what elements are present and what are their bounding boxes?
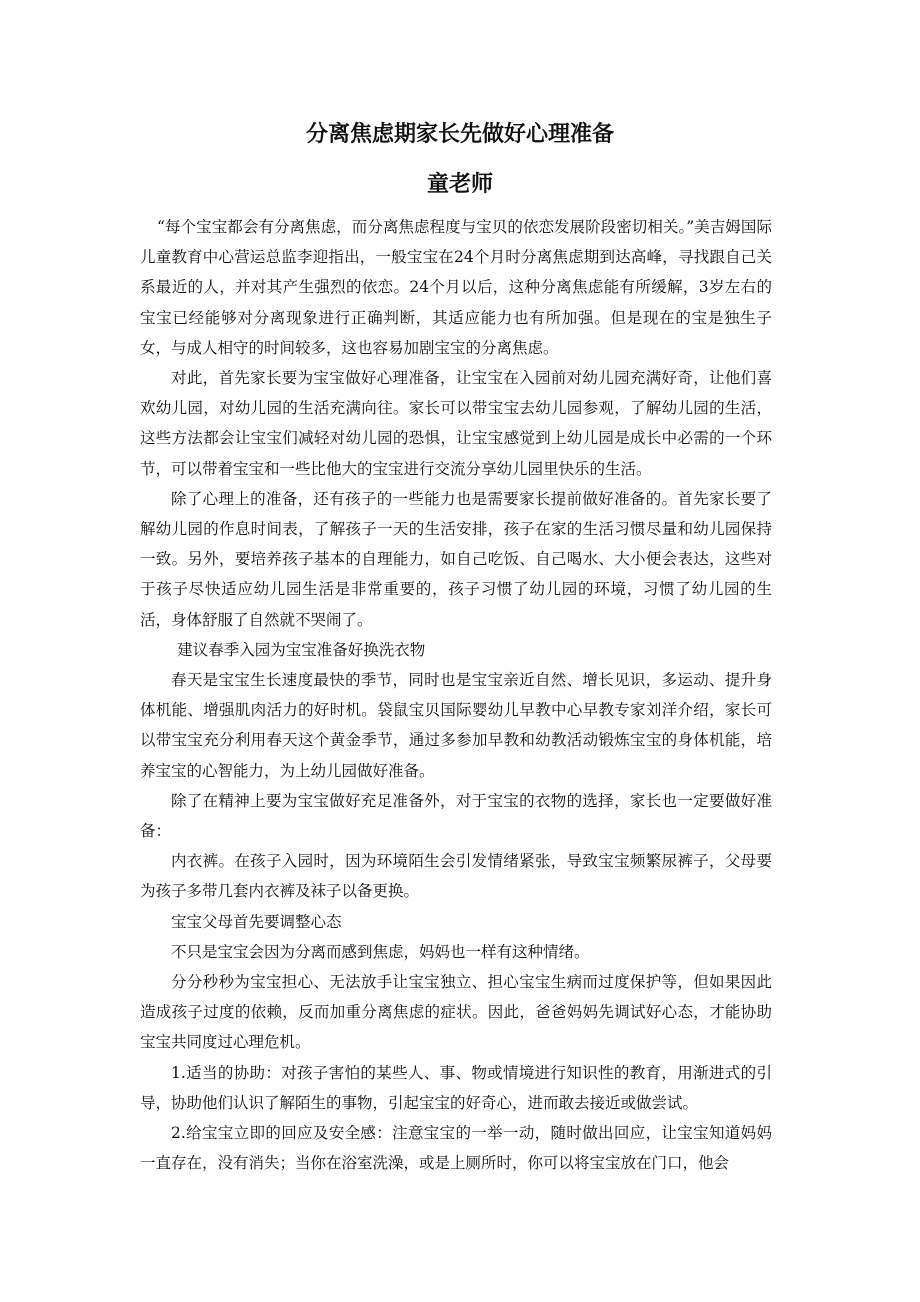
document-title: 分离焦虑期家长先做好心理准备: [305, 122, 614, 147]
section-heading-parents: 宝宝父母首先要调整心态: [171, 912, 342, 931]
document-body: [140, 212, 772, 1179]
document-author: 童老师: [426, 172, 493, 197]
paragraph-clothing-prep: 除了在精神上要为宝宝做好充足准备外，对于宝宝的衣物的选择，家长也一定要做好准备：: [140, 791, 772, 841]
paragraph-intro: “每个宝宝都会有分离焦虑，而分离焦虑程度与宝贝的依恋发展阶段密切相关。”美吉姆国际儿童教育中心营运总监李迎指出，一般宝宝在24个月时分离焦虑期到达高峰，寻找跟自己关系最近的人，并对其产生强烈的依恋。24个月以后，这种分离焦虑能有所缓解，3岁左右的宝宝已经能够对分离现象进行正确判断，其适应能力也有所加强。但是现在的宝是独生子女，与成人相守的时间较多，这也容易加剧宝宝的分离焦虑。: [140, 218, 772, 357]
paragraph-mother-anxiety: 不只是宝宝会因为分离而感到焦虑，妈妈也一样有这种情绪。: [171, 942, 590, 961]
section-heading-clothes: 建议春季入园为宝宝准备好换洗衣物: [177, 640, 426, 659]
list-item-1: 1.适当的协助：对孩子害怕的某些人、事、物或情境进行知识性的教育，用渐进式的引导，协助他们认识了解陌生的事物，引起宝宝的好奇心，进而敢去接近或做尝试。: [140, 1063, 772, 1112]
paragraph-spring: 春天是宝宝生长速度最快的季节，同时也是宝宝亲近自然、增长见识，多运动、提升身体机能、增强肌肉活力的好时机。袋鼠宝贝国际婴幼儿早教中心早教专家刘洋介绍，家长可以带宝宝充分利用春天这个黄金季节，通过多参加早教和幼教活动锻炼宝宝的身体机能，培养宝宝的心智能力，为上幼儿园做好准备。: [140, 671, 772, 780]
paragraph-adjust-mindset: 分分秒秒为宝宝担心、无法放手让宝宝独立、担心宝宝生病而过度保护等，但如果因此造成孩子过度的依赖，反而加重分离焦虑的症状。因此，爸爸妈妈先调试好心态，才能协助宝宝共同度过心理危机。: [140, 973, 772, 1052]
list-item-2: 2.给宝宝立即的回应及安全感：注意宝宝的一举一动，随时做出回应，让宝宝知道妈妈一直存在，没有消失；当你在浴室洗澡，或是上厕所时，你可以将宝宝放在门口，他会: [140, 1124, 772, 1173]
paragraph-underwear: 内衣裤。在孩子入园时，因为环境陌生会引发情绪紧张，导致宝宝频繁尿裤子，父母要为孩子多带几套内衣裤及袜子以备更换。: [140, 852, 772, 901]
paragraph-prepare: 对此，首先家长要为宝宝做好心理准备，让宝宝在入园前对幼儿园充满好奇，让他们喜欢幼儿园，对幼儿园的生活充满向往。家长可以带宝宝去幼儿园参观，了解幼儿园的生活，这些方法都会让宝宝们减轻对幼儿园的恐惧，让宝宝感觉到上幼儿园是成长中必需的一个环节，可以带着宝宝和一些比他大的宝宝进行交流分享幼儿园里快乐的生活。: [140, 369, 772, 478]
paragraph-abilities: 除了心理上的准备，还有孩子的一些能力也是需要家长提前做好准备的。首先家长要了解幼儿园的作息时间表，了解孩子一天的生活安排，孩子在家的生活习惯尽量和幼儿园保持一致。另外，要培养孩子基本的自理能力，如自己吃饭、自己喝水、大小便会表达，这些对于孩子尽快适应幼儿园生活是非常重要的，孩子习惯了幼儿园的环境，习惯了幼儿园的生活，身体舒服了自然就不哭闹了。: [140, 489, 772, 629]
